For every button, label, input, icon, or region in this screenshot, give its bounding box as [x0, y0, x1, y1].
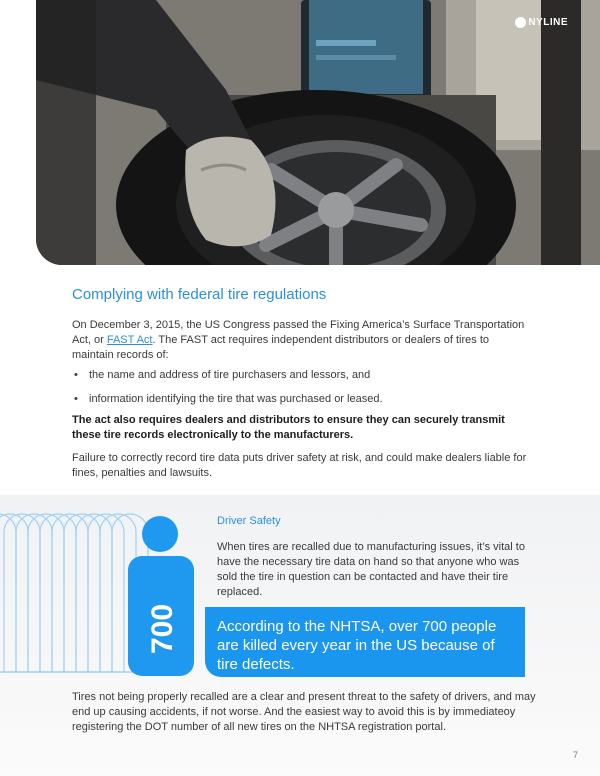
list-item: • the name and address of tire purchasers and lessors, and — [72, 368, 532, 383]
people-silhouettes-graphic — [0, 512, 205, 682]
hero-image — [36, 0, 600, 265]
driver-safety-text: When tires are recalled due to manufacturing issues, it’s vital to have the necessary tire data on hand so that anyone who was sold the tire in question can be contacted and have their tire replaced. — [217, 541, 525, 598]
logo-dot-icon — [515, 17, 526, 28]
logo-text: NYLINE — [528, 17, 568, 28]
records-list — [72, 368, 532, 416]
intro-paragraph — [72, 318, 532, 363]
intro-text-start: On December 3, 2015, the US Congress passed the Fixing America’s Surface Transportation Act, or — [72, 319, 525, 346]
driver-safety-heading: Driver Safety — [217, 515, 281, 527]
section-title: Complying with federal tire regulations — [72, 286, 327, 303]
brand-logo — [515, 17, 568, 28]
page-number: 7 — [572, 750, 578, 760]
nhtsa-callout — [205, 607, 525, 677]
fast-act-link[interactable]: FAST Act — [106, 334, 153, 346]
tire-photo-illustration — [36, 0, 600, 265]
closing-paragraph: Tires not being properly recalled are a clear and present threat to the safety of drivers, and may end up causing accidents, if not worse. And the easiest way to avoid this is by immediateoy registering the DOT number of all new tires on the NHTSA registration portal. — [72, 691, 536, 733]
bold-paragraph: The act also requires dealers and distributors to ensure they can securely transmit these tire records electronically to the manufacturers. — [72, 414, 505, 441]
people-number: 700 — [146, 603, 179, 654]
list-item: • information identifying the tire that was purchased or leased. — [72, 392, 532, 407]
intro-text-end: . The FAST act requires independent distributors or dealers of tires to maintain records of: — [72, 334, 489, 361]
callout-text: According to the NHTSA, over 700 people are killed every year in the US because of tire defects. — [217, 618, 497, 673]
failure-paragraph: Failure to correctly record tire data puts driver safety at risk, and could make dealers liable for fines, penalties and lawsuits. — [72, 452, 527, 479]
